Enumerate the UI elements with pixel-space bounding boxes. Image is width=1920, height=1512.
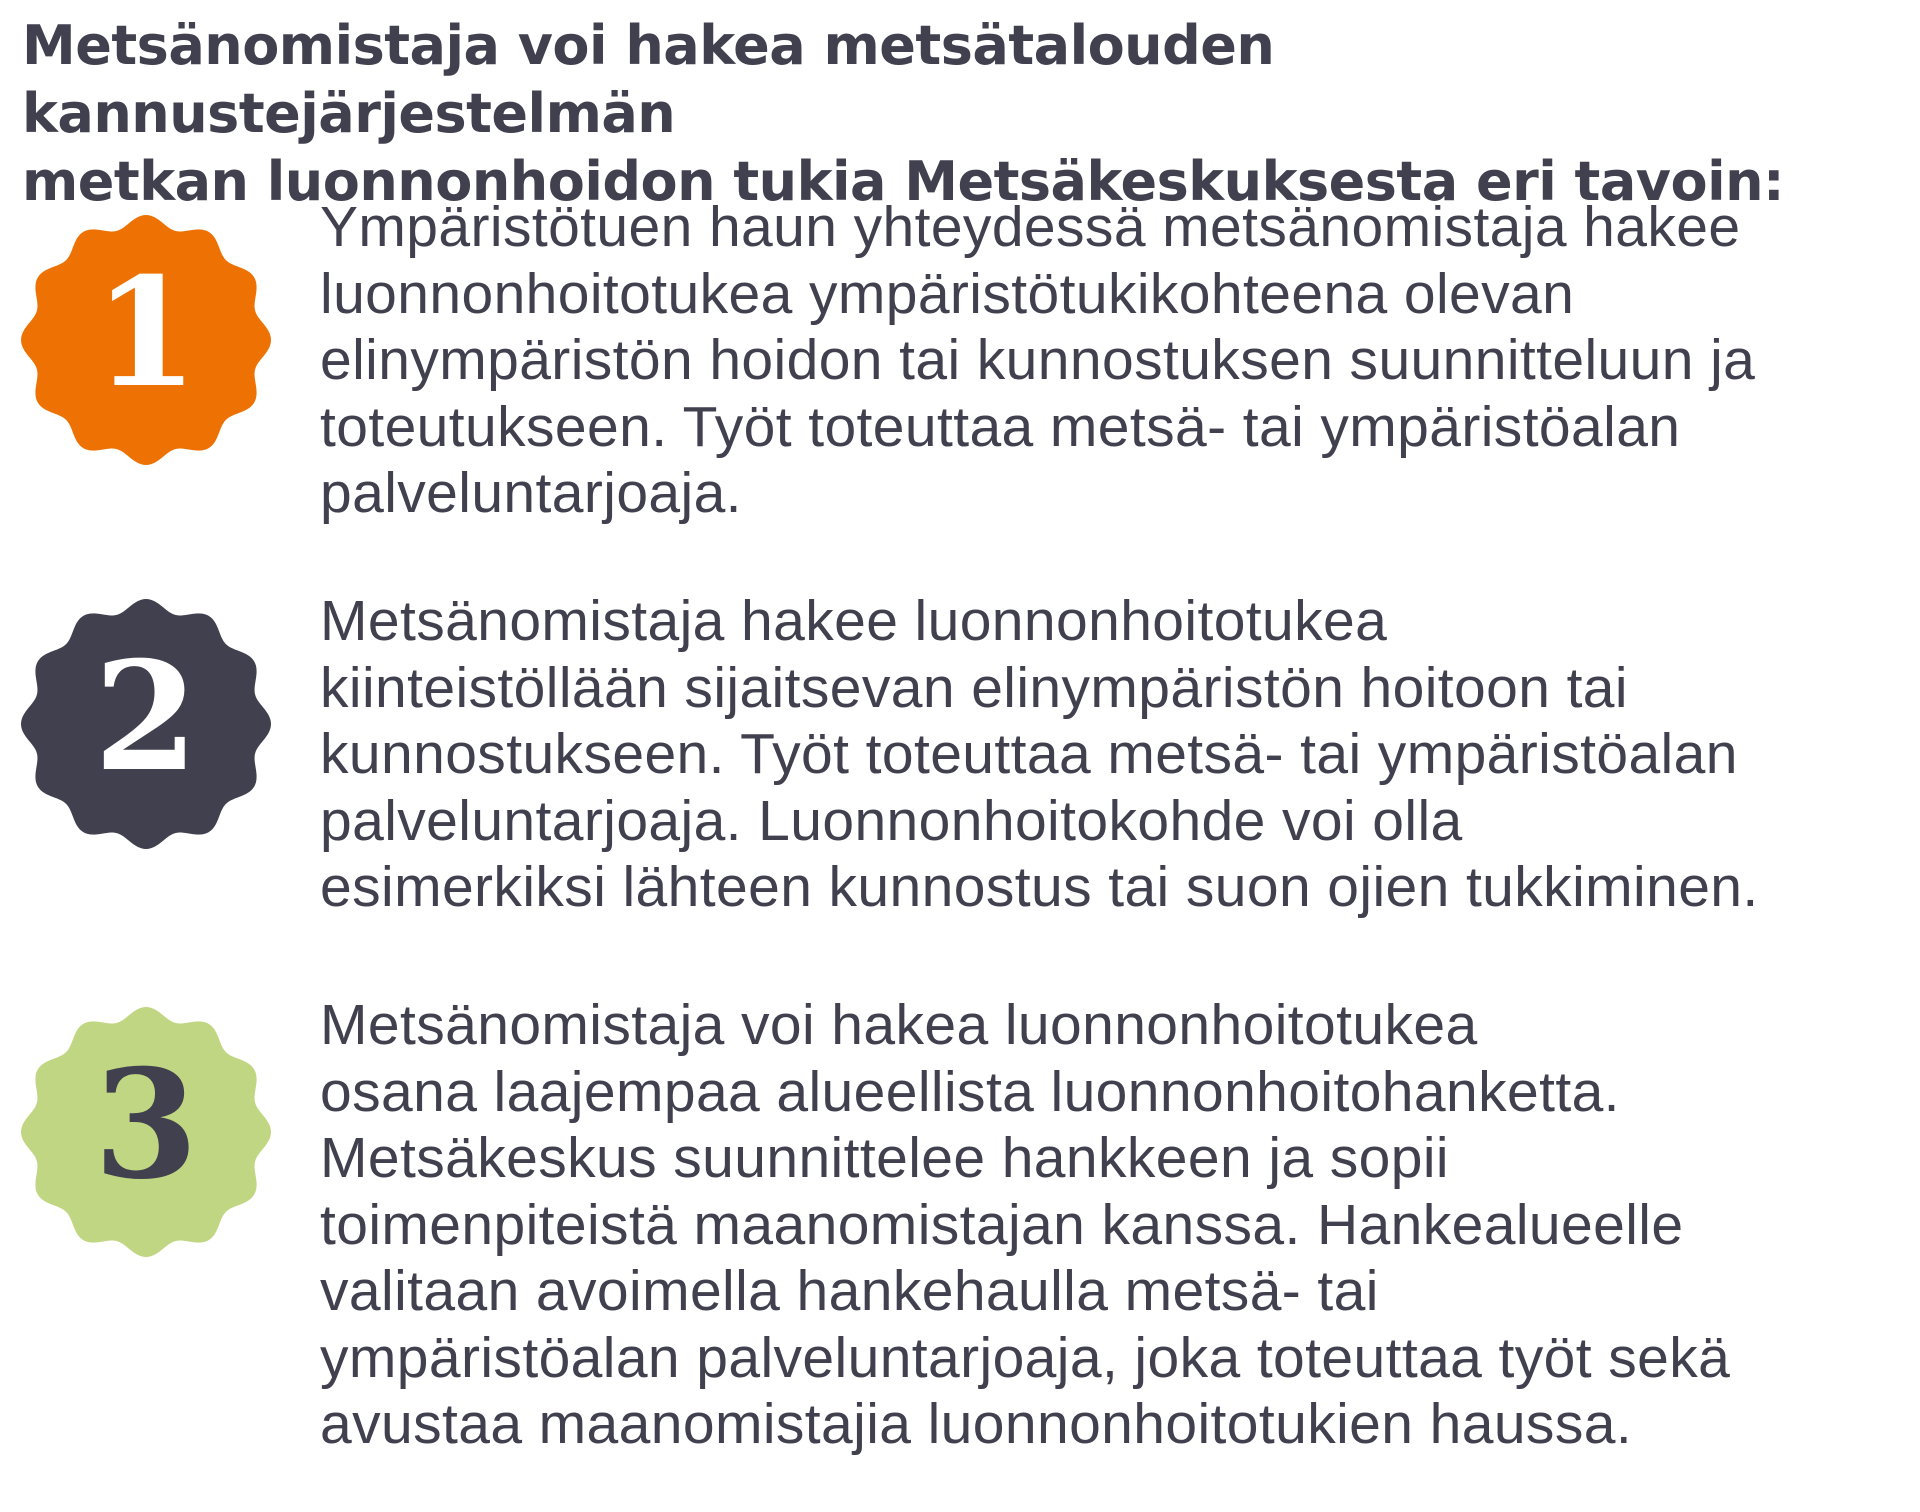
wavy-badge-icon <box>18 1004 274 1260</box>
text-line: valitaan avoimella hankehaulla metsä- tai <box>320 1259 1379 1323</box>
text-line: palveluntarjoaja. <box>320 461 742 525</box>
text-line: osana laajempaa alueellista luonnonhoitohanketta. <box>320 1059 1620 1124</box>
badge-number: 3 <box>93 1036 199 1213</box>
item-text <box>320 194 1910 527</box>
text-line: esimerkiksi lähteen kunnostus tai suon ojien tukkiminen. <box>320 855 1759 919</box>
item-text <box>320 992 1910 1458</box>
badge-number: 2 <box>93 628 199 805</box>
text-line: kiinteistöllään sijaitsevan elinympäristön hoitoon tai <box>320 655 1628 720</box>
text-line: Metsäkeskus suunnittelee hankkeen ja sopii <box>320 1126 1449 1190</box>
page-heading <box>22 12 1902 216</box>
text-line: toimenpiteistä maanomistajan kanssa. Hankealueelle <box>320 1192 1684 1257</box>
badge-number: 1 <box>93 244 199 421</box>
text-line: kunnostukseen. Työt toteuttaa metsä- tai ympäristöalan <box>320 722 1738 786</box>
number-badge-3 <box>18 1004 274 1260</box>
text-line: avustaa maanomistajia luonnonhoitotukien haussa. <box>320 1392 1633 1456</box>
heading-line-1: Metsänomistaja voi hakea metsätalouden kannustejärjestelmän <box>22 14 1275 145</box>
text-line: toteutukseen. Työt toteuttaa metsä- tai ympäristöalan <box>320 394 1681 459</box>
text-line: palveluntarjoaja. Luonnonhoitokohde voi olla <box>320 788 1463 853</box>
text-line: ympäristöalan palveluntarjoaja, joka toteuttaa työt sekä <box>320 1325 1731 1390</box>
text-line: Metsänomistaja hakee luonnonhoitotukea <box>320 589 1388 653</box>
wavy-badge-icon <box>18 596 274 852</box>
wavy-badge-icon <box>18 212 274 468</box>
heading-line-2: metkan luonnonhoidon tukia Metsäkeskuksesta eri tavoin: <box>22 150 1785 213</box>
number-badge-2 <box>18 596 274 852</box>
text-line: Ympäristötuen haun yhteydessä metsänomistaja hakee <box>320 195 1741 259</box>
text-line: Metsänomistaja voi hakea luonnonhoitotukea <box>320 993 1478 1057</box>
number-badge-1 <box>18 212 274 468</box>
text-line: luonnonhoitotukea ympäristötukikohteena olevan <box>320 261 1575 326</box>
item-text <box>320 588 1910 921</box>
text-line: elinympäristön hoidon tai kunnostuksen suunnitteluun ja <box>320 328 1756 392</box>
